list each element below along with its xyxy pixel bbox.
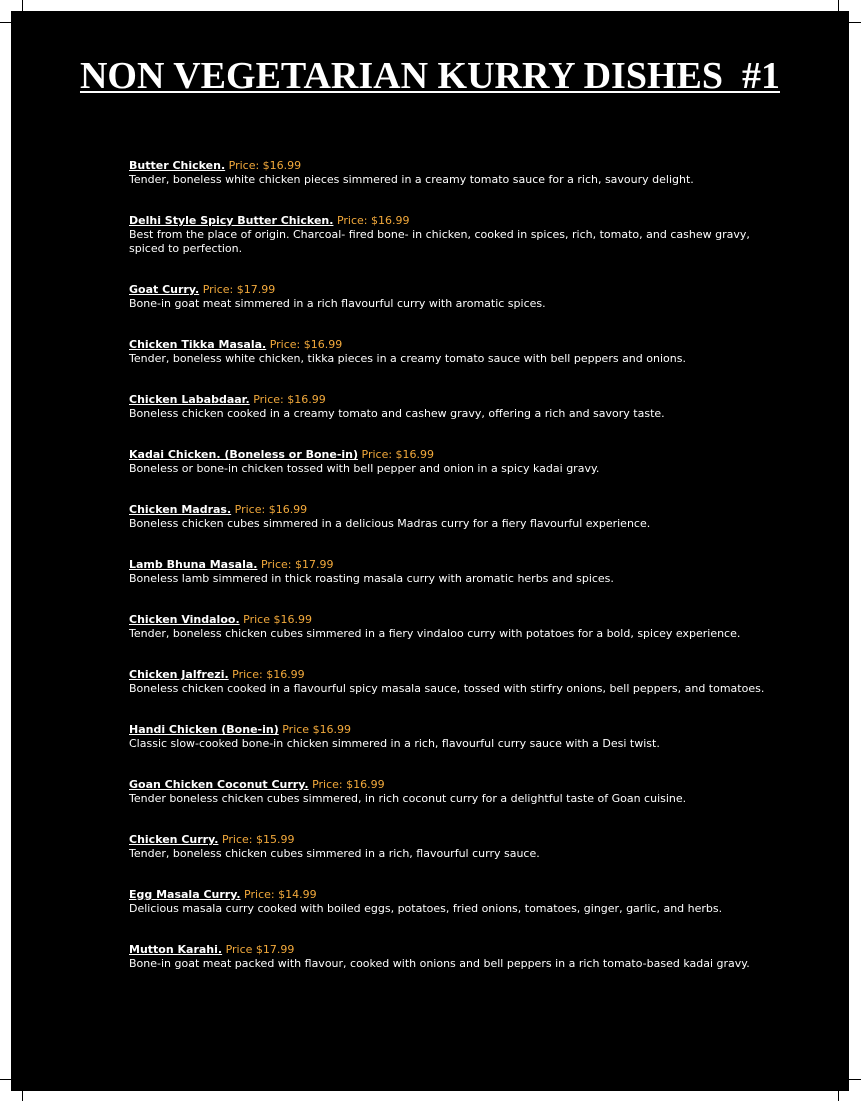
item-description: Boneless chicken cubes simmered in a delicious Madras curry for a fiery flavourful experience.	[129, 517, 651, 530]
item-name: Chicken Madras.	[129, 503, 232, 516]
item-price: Price: $16.99	[361, 448, 435, 461]
item-name: Lamb Bhuna Masala.	[129, 558, 258, 571]
crop-mark	[0, 1079, 11, 1080]
item-description: Best from the place of origin. Charcoal- fired bone- in chicken, cooked in spices, rich, tomato, and cashew gravy, spiced to perfection.	[129, 228, 750, 255]
item-name: Butter Chicken.	[129, 159, 226, 172]
menu-item	[129, 778, 765, 806]
item-price: Price: $16.99	[269, 338, 343, 351]
item-description: Boneless chicken cooked in a creamy tomato and cashew gravy, offering a rich and savory taste.	[129, 407, 665, 420]
crop-mark	[22, 1091, 23, 1101]
menu-item	[129, 159, 765, 187]
item-name: Chicken Jalfrezi.	[129, 668, 229, 681]
crop-mark	[838, 0, 839, 11]
menu-item	[129, 283, 765, 311]
item-description: Tender, boneless white chicken pieces simmered in a creamy tomato sauce for a rich, savoury delight.	[129, 173, 694, 186]
crop-mark	[22, 0, 23, 11]
item-description: Tender, boneless chicken cubes simmered in a rich, flavourful curry sauce.	[129, 847, 540, 860]
menu-item	[129, 613, 765, 641]
item-name: Chicken Curry.	[129, 833, 219, 846]
crop-mark	[849, 22, 861, 23]
item-description: Tender, boneless white chicken, tikka pieces in a creamy tomato sauce with bell peppers and onions.	[129, 352, 686, 365]
item-name: Handi Chicken (Bone-in)	[129, 723, 279, 736]
menu-item	[129, 393, 765, 421]
item-description: Boneless or bone-in chicken tossed with bell pepper and onion in a spicy kadai gravy.	[129, 462, 600, 475]
crop-mark	[849, 1079, 861, 1080]
crop-mark	[0, 22, 11, 23]
item-name: Egg Masala Curry.	[129, 888, 241, 901]
item-name: Kadai Chicken. (Boneless or Bone-in)	[129, 448, 359, 461]
item-price: Price: $16.99	[232, 668, 305, 681]
item-name: Chicken Lababdaar.	[129, 393, 250, 406]
item-price: Price: $14.99	[244, 888, 317, 901]
menu-list	[129, 159, 765, 998]
menu-item	[129, 888, 765, 916]
item-description: Boneless chicken cooked in a flavourful spicy masala sauce, tossed with stirfry onions, bell peppers, and tomatoes.	[129, 682, 765, 695]
crop-mark	[838, 1091, 839, 1101]
item-description: Delicious masala curry cooked with boiled eggs, potatoes, fried onions, tomatoes, ginger, garlic, and herbs.	[129, 902, 723, 915]
menu-page	[11, 11, 849, 1091]
item-price: Price $16.99	[243, 613, 312, 626]
menu-item	[129, 448, 765, 476]
item-price: Price $17.99	[225, 943, 295, 956]
item-description: Bone-in goat meat packed with flavour, cooked with onions and bell peppers in a rich tomato-based kadai gravy.	[129, 957, 750, 970]
item-price: Price: $16.99	[228, 159, 302, 172]
item-price: Price: $16.99	[336, 214, 410, 227]
item-description: Tender boneless chicken cubes simmered, in rich coconut curry for a delightful taste of Goan cuisine.	[129, 792, 687, 805]
item-price: Price $16.99	[282, 723, 352, 736]
item-name: Mutton Karahi.	[129, 943, 223, 956]
item-name: Delhi Style Spicy Butter Chicken.	[129, 214, 334, 227]
item-price: Price: $16.99	[234, 503, 308, 516]
menu-item	[129, 833, 765, 861]
item-description: Classic slow-cooked bone-in chicken simmered in a rich, flavourful curry sauce with a Desi twist.	[129, 737, 660, 750]
item-price: Price: $17.99	[260, 558, 334, 571]
menu-item	[129, 558, 765, 586]
menu-item	[129, 943, 765, 971]
item-name: Goat Curry.	[129, 283, 200, 296]
page-title: NON VEGETARIAN KURRY DISHES #1	[79, 55, 780, 97]
item-price: Price: $15.99	[221, 833, 295, 846]
item-price: Price: $17.99	[202, 283, 276, 296]
item-description: Bone-in goat meat simmered in a rich flavourful curry with aromatic spices.	[129, 297, 546, 310]
item-description: Tender, boneless chicken cubes simmered in a fiery vindaloo curry with potatoes for a bold, spicey experience.	[129, 627, 741, 640]
item-name: Chicken Vindaloo.	[129, 613, 240, 626]
menu-item	[129, 723, 765, 751]
menu-item	[129, 338, 765, 366]
item-description: Boneless lamb simmered in thick roasting masala curry with aromatic herbs and spices.	[129, 572, 614, 585]
item-price: Price: $16.99	[253, 393, 326, 406]
item-price: Price: $16.99	[312, 778, 385, 791]
menu-item	[129, 668, 765, 696]
item-name: Goan Chicken Coconut Curry.	[129, 778, 309, 791]
item-name: Chicken Tikka Masala.	[129, 338, 267, 351]
menu-item	[129, 214, 765, 256]
menu-item	[129, 503, 765, 531]
